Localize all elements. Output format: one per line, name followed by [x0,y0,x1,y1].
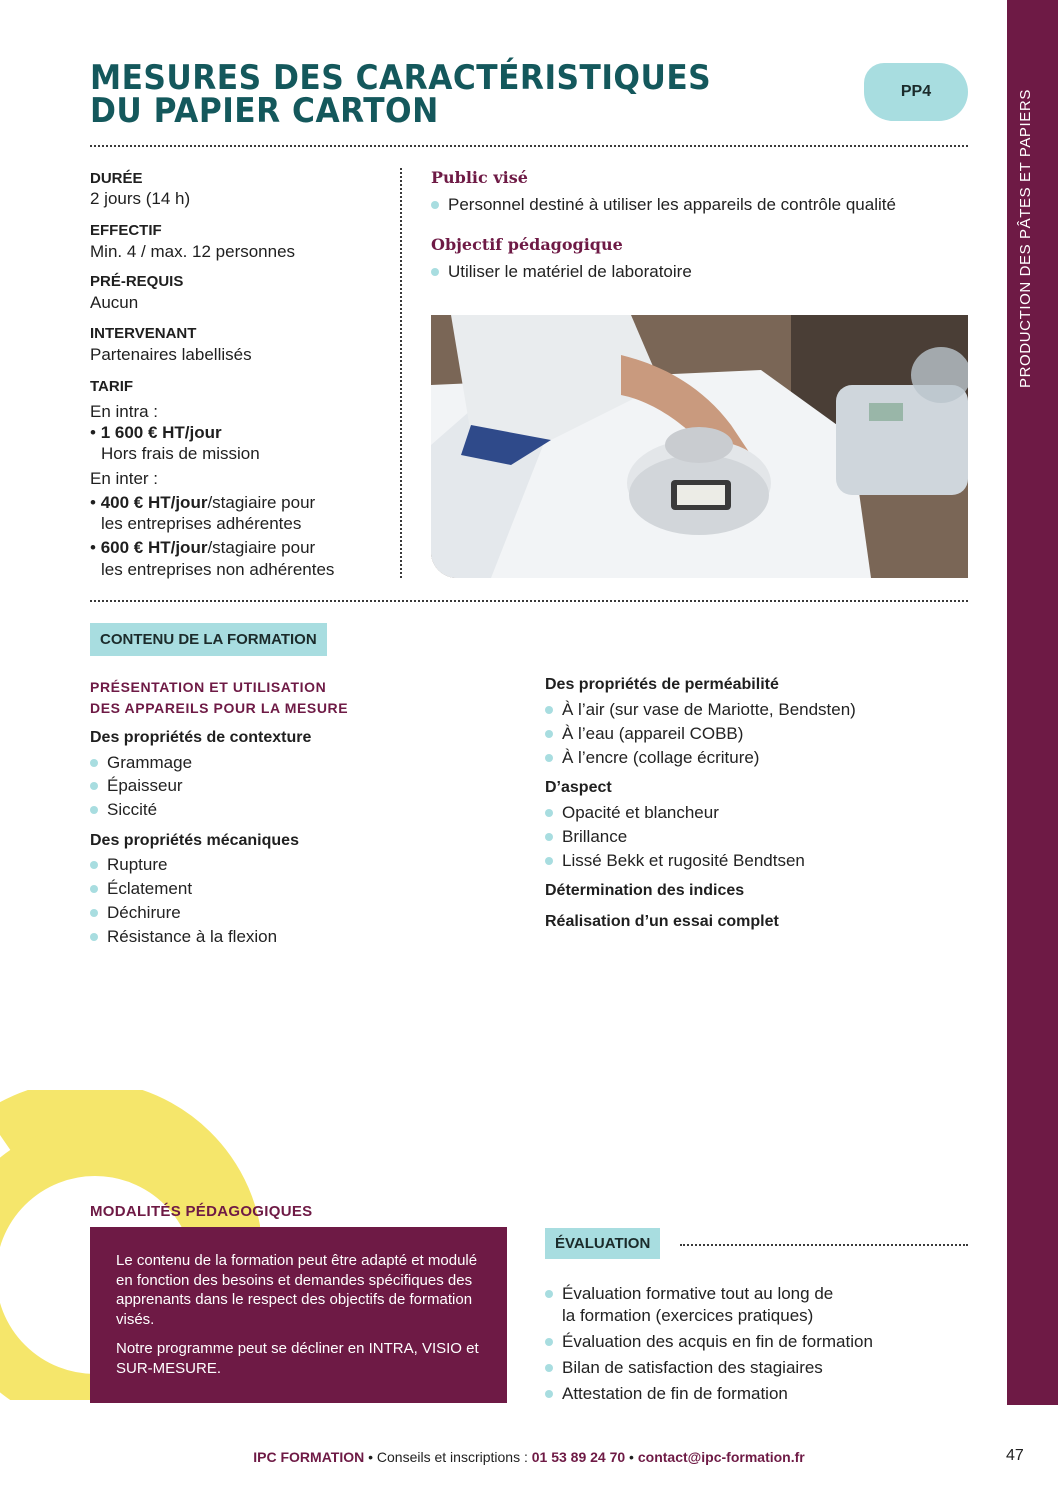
list-item: Opacité et blancheur [545,803,719,823]
list-item: Brillance [545,827,627,847]
inter1-line: • 400 € HT/jour/stagiaire pour [90,493,316,512]
list-item: Résistance à la flexion [90,927,277,947]
inter2-text: /stagiaire pour [207,538,316,557]
list-item: À l’eau (appareil COBB) [545,724,743,744]
contenu-section-line-1: PRÉSENTATION ET UTILISATION [90,679,327,695]
list-item: Déchirure [90,903,181,923]
prereq-label: PRÉ-REQUIS [90,273,184,290]
side-tab-label: PRODUCTION DES PÂTES ET PAPIERS [1017,89,1034,388]
tarif-label: TARIF [90,378,134,395]
aspect-heading: D’aspect [545,779,612,796]
contenu-chip: CONTENU DE LA FORMATION [90,623,327,656]
intervenant-label: INTERVENANT [90,325,197,342]
footer-text: • Conseils et inscriptions : [364,1449,532,1465]
inter1-text: /stagiaire pour [207,493,316,512]
inter1-text2: les entreprises adhérentes [101,514,302,533]
footer-sep: • [625,1449,638,1465]
footer [0,1449,1058,1465]
footer-phone[interactable]: 01 53 89 24 70 [531,1449,626,1465]
list-item: Siccité [90,800,157,820]
duree-label: DURÉE [90,170,143,187]
inter1-price: 400 € HT/jour [100,493,208,512]
indices-heading: Détermination des indices [545,882,745,899]
title-line-2: DU PAPIER CARTON [90,91,439,131]
intervenant-value: Partenaires labellisés [90,345,252,364]
modalites-paragraph-2: Notre programme peut se décliner en INTRA, VISIO et SUR-MESURE. [116,1340,479,1377]
list-item: Épaisseur [90,776,183,796]
footer-email[interactable]: contact@ipc-formation.fr [637,1449,805,1465]
list-item: Bilan de satisfaction des stagiaires [545,1358,823,1378]
modalites-box [90,1227,507,1403]
list-item: À l’encre (collage écriture) [545,748,759,768]
intra-price: 1 600 € HT/jour [100,423,222,442]
inter2-line: • 600 € HT/jour/stagiaire pour [90,538,316,557]
divider-evaluation [680,1244,968,1246]
evaluation-chip: ÉVALUATION [545,1228,660,1259]
list-item: Évaluation formative tout au long de [545,1284,833,1304]
inter2-text2: les entreprises non adhérentes [101,560,335,579]
public-item: Personnel destiné à utiliser les appareils de contrôle qualité [431,195,896,215]
divider-middle [90,600,968,602]
effectif-label: EFFECTIF [90,222,162,239]
objectif-item: Utiliser le matériel de laboratoire [431,262,692,282]
contenu-section-title [90,677,348,719]
objectif-heading: Objectif pédagogique [431,235,623,254]
list-item: Rupture [90,855,167,875]
page-title [90,58,789,131]
essai-heading: Réalisation d’un essai complet [545,913,779,930]
footer-brand: IPC FORMATION [253,1449,365,1465]
modalites-heading: MODALITÉS PÉDAGOGIQUES [90,1203,313,1220]
contexture-heading: Des propriétés de contexture [90,729,312,746]
intra-label: En intra : [90,402,159,421]
list-item-continuation: la formation (exercices pratiques) [562,1306,814,1325]
mecaniques-heading: Des propriétés mécaniques [90,832,299,849]
intra-price-line: • 1 600 € HT/jour [90,423,222,442]
list-item: À l’air (sur vase de Mariotte, Bendsten) [545,700,856,720]
public-heading: Public visé [431,168,528,187]
contenu-section-line-2: DES APPAREILS POUR LA MESURE [90,700,349,716]
divider-top [90,145,968,147]
page-number: 47 [1006,1447,1024,1464]
course-code-badge: PP4 [864,63,968,121]
intra-note: Hors frais de mission [101,444,260,463]
lab-photo-illustration [431,315,968,578]
prereq-value: Aucun [90,293,139,312]
permeabilite-heading: Des propriétés de perméabilité [545,676,779,693]
list-item: Attestation de fin de formation [545,1384,788,1404]
list-item: Évaluation des acquis en fin de formation [545,1332,873,1352]
inter-label: En inter : [90,469,159,488]
modalites-paragraph-1: Le contenu de la formation peut être adapté et modulé en fonction des besoins et demandes spécifiques des apprenants dans le respect des objectifs de formation visés. [116,1252,478,1328]
divider-vertical [400,168,402,578]
list-item: Éclatement [90,879,192,899]
list-item: Grammage [90,753,192,773]
list-item: Lissé Bekk et rugosité Bendtsen [545,851,805,871]
effectif-value: Min. 4 / max. 12 personnes [90,242,296,261]
duree-value: 2 jours (14 h) [90,189,191,208]
lab-photo [431,315,968,578]
title-line-1: MESURES DES CARACTÉRISTIQUES [90,58,712,98]
inter2-price: 600 € HT/jour [100,538,208,557]
